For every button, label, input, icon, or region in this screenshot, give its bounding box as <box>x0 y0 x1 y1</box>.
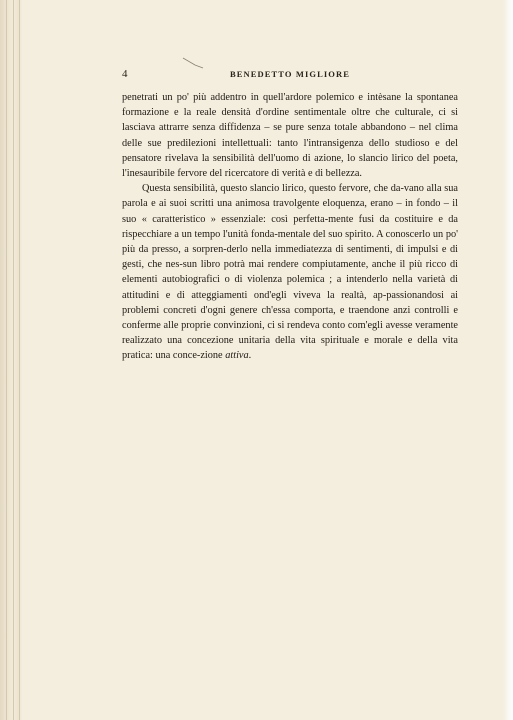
book-binding-edge <box>0 0 22 720</box>
binding-line <box>13 0 14 720</box>
paragraph-end-punctuation: . <box>248 350 252 362</box>
body-text <box>122 90 458 364</box>
running-head <box>122 68 458 82</box>
paragraph-text: Questa sensibilità, questo slancio lirico, questo fervore, che da-vano alla sua parola e ai suoi scritti una animosa travolgente eloquenza, erano – in fondo – il suo « caratteristico » essenziale: così perfetta-mente fusi da costituire e da rispecchiare a un tempo l'unità fonda-mentale del suo spirito. A conoscerlo un po' più da presso, a sorpren-derlo nella immediatezza di sentimenti, di impulsi e di gesti, che nes-sun libro potrà mai rendere compiutamente, anche il più ricco di elementi autobiografici o di violenza polemica ; a intenderlo nella varietà di attitudini e di atteggiamenti ond'egli viveva la realtà, ap-passionandosi ai problemi concreti d'ogni genere ch'essa comporta, e traendone anzi controlli e conferme alle proprie convinzioni, ci si rendeva conto com'egli avesse veramente realizzato una concezione unitaria della vita spirituale e morale e della vita pratica: una conce-zione <box>122 183 458 362</box>
paragraph <box>122 90 458 181</box>
paragraph-text: penetrati un po' più addentro in quell'ardore polemico e intèsane la spontanea formazione e la reale densità d'ordine sentimentale oltre che culturale, ci si lasciava attrarre senza diffidenza – se pure senza totale abbandono – nel clima delle sue predilezioni intellettuali: tanto l'intransigenza dello studioso e del pensatore rivelava la sensibilità dell'uomo di azione, lo slancio lirico del poeta, l'inesauribile fervore del ricercatore di verità e di bellezza. <box>122 92 458 180</box>
running-head-author: BENEDETTO MIGLIORE <box>229 69 350 79</box>
binding-line <box>19 0 20 720</box>
page-right-edge <box>503 0 513 720</box>
page-number: 4 <box>122 68 128 80</box>
binding-line <box>6 0 7 720</box>
paragraph <box>122 181 458 363</box>
emphasized-word: attiva <box>225 350 249 362</box>
